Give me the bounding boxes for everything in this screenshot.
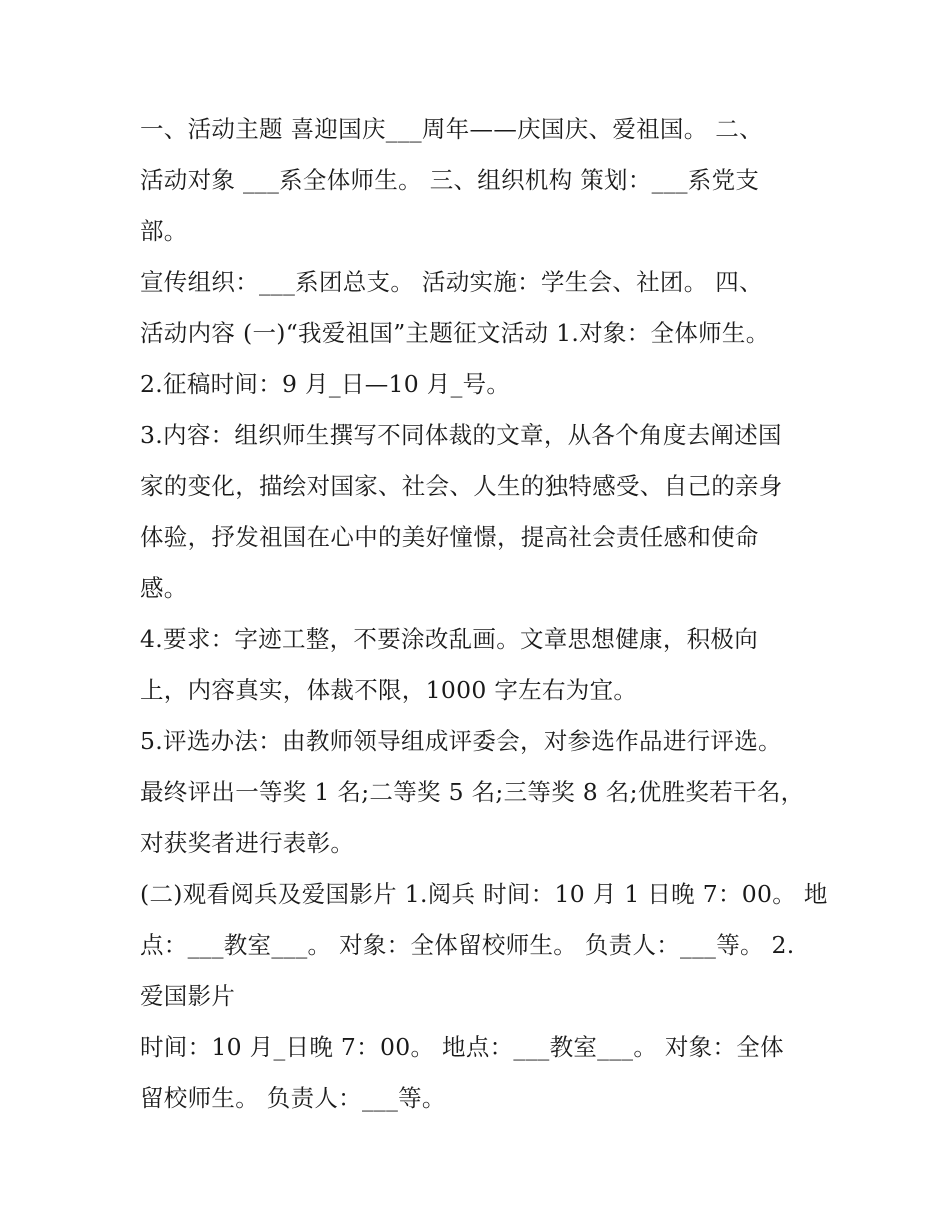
text-line: 4.要求：字迹工整，不要涂改乱画。文章思想健康，积极向 — [140, 625, 759, 653]
text-line: 2.征稿时间：9 月_日—10 月_号。 — [140, 370, 511, 398]
text-line: 最终评出一等奖 1 名;二等奖 5 名;三等奖 8 名;优胜奖若干名， — [140, 778, 805, 806]
text-line: 3.内容：组织师生撰写不同体裁的文章，从各个角度去阐述国 — [140, 421, 782, 449]
text-line: 点：___教室___。 对象：全体留校师生。 负责人：___等。 2. — [140, 931, 795, 959]
text-line: 感。 — [140, 574, 188, 602]
text-line: (二)观看阅兵及爱国影片 1.阅兵 时间：10 月 1 日晚 7：00。 地 — [140, 880, 828, 908]
text-line: 活动对象 ___系全体师生。 三、组织机构 策划：___系党支 — [140, 166, 760, 194]
text-line: 宣传组织：___系团总支。 活动实施：学生会、社团。 四、 — [140, 268, 763, 296]
document-body — [140, 104, 830, 1124]
text-line: 上，内容真实，体裁不限，1000 字左右为宜。 — [140, 676, 638, 704]
text-line: 活动内容 (一)“我爱祖国”主题征文活动 1.对象：全体师生。 — [140, 319, 770, 347]
text-line: 爱国影片 — [140, 982, 236, 1010]
text-line: 留校师生。 负责人：___等。 — [140, 1084, 446, 1112]
text-line: 部。 — [140, 217, 188, 245]
text-line: 一、活动主题 喜迎国庆___周年——庆国庆、爱祖国。 二、 — [140, 115, 763, 143]
text-line: 家的变化，描绘对国家、社会、人生的独特感受、自己的亲身 — [140, 472, 783, 500]
text-line: 对获奖者进行表彰。 — [140, 829, 355, 857]
text-line: 体验，抒发祖国在心中的美好憧憬，提高社会责任感和使命 — [140, 523, 759, 551]
text-line: 5.评选办法：由教师领导组成评委会，对参选作品进行评选。 — [140, 727, 782, 755]
text-line: 时间：10 月_日晚 7：00。 地点：___教室___。 对象：全体 — [140, 1033, 784, 1061]
